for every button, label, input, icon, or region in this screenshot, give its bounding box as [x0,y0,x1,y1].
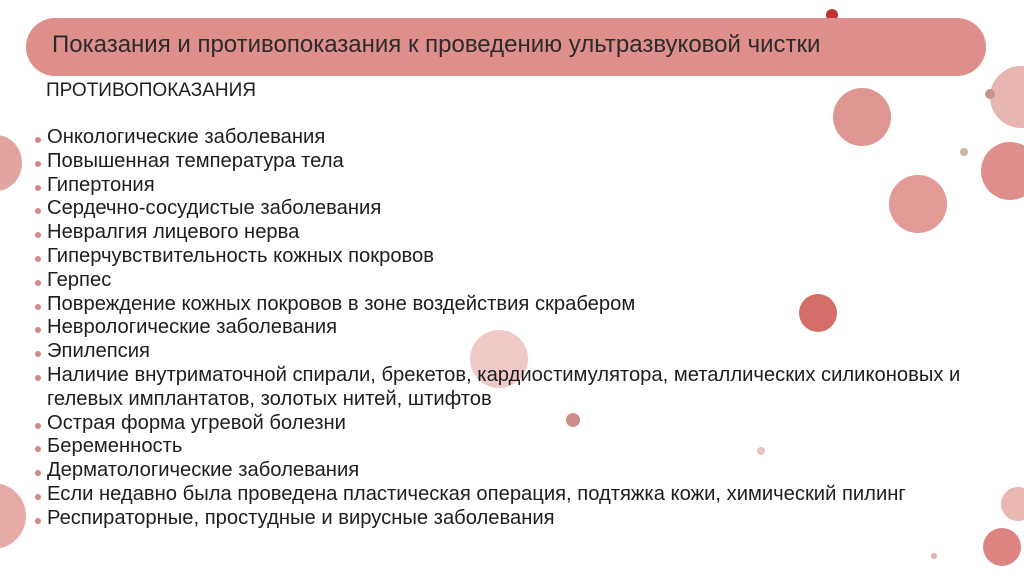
list-item: Герпес [33,269,1023,293]
list-item: Онкологические заболевания [33,126,1023,150]
list-item: Повышенная температура тела [33,150,1023,174]
section-heading: ПРОТИВОПОКАЗАНИЯ [46,80,256,101]
list-item: Сердечно-сосудистые заболевания [33,197,1023,221]
list-item: Гиперчувствительность кожных покровов [33,245,1023,269]
list-item: Дерматологические заболевания [33,459,1023,483]
list-item: Эпилепсия [33,340,1023,364]
decor-circle [983,528,1021,566]
decor-circle [985,89,995,99]
list-item: Острая форма угревой болезни [33,412,1023,436]
decor-circle [931,553,937,559]
list-item: Респираторные, простудные и вирусные заболевания [33,507,1023,531]
list-item: Повреждение кожных покровов в зоне воздействия скрабером [33,293,1023,317]
slide-title: Показания и противопоказания к проведению ультразвуковой чистки [52,31,821,58]
decor-circle [0,135,22,191]
list-item: Неврологические заболевания [33,316,1023,340]
list-item: Гипертония [33,174,1023,198]
decor-circle [0,483,26,549]
contraindications-list [33,126,1023,531]
list-item: Беременность [33,435,1023,459]
list-item: Невралгия лицевого нерва [33,221,1023,245]
list-item: Если недавно была проведена пластическая операция, подтяжка кожи, химический пилинг [33,483,1017,507]
list-item: Наличие внутриматочной спирали, брекетов, кардиостимулятора, металлических силиконовых и гелевых имплантатов, золотых нитей, штифтов [33,364,997,412]
decor-circle [990,66,1024,128]
